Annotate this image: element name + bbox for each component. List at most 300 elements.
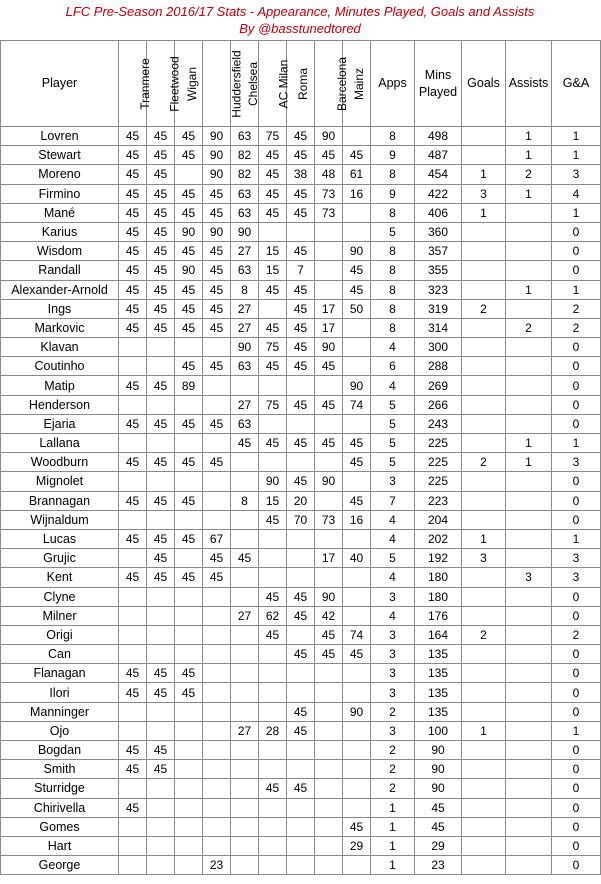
cell-apps: 8: [371, 242, 415, 261]
cell-barcelona: 17: [315, 299, 343, 318]
cell-mainz: 50: [343, 299, 371, 318]
cell-huddersfield: [203, 721, 231, 740]
cell-huddersfield: 45: [203, 299, 231, 318]
cell-chelsea: [231, 702, 259, 721]
cell-mins-played: 487: [415, 146, 462, 165]
cell-tranmere: [119, 702, 147, 721]
cell-roma: 38: [287, 165, 315, 184]
cell-goals: 1: [462, 721, 506, 740]
cell-assists: [506, 549, 552, 568]
cell-chelsea: [231, 741, 259, 760]
cell-mins-played: 90: [415, 760, 462, 779]
cell-fleetwood: [147, 798, 175, 817]
cell-goals: [462, 434, 506, 453]
cell-tranmere: [119, 606, 147, 625]
cell-fleetwood: 45: [147, 414, 175, 433]
cell-mainz: [343, 318, 371, 337]
cell-assists: [506, 203, 552, 222]
cell-fleetwood: [147, 779, 175, 798]
cell-roma: 45: [287, 299, 315, 318]
cell-barcelona: 90: [315, 338, 343, 357]
cell-ga: 0: [552, 836, 601, 855]
cell-huddersfield: 45: [203, 357, 231, 376]
cell-ga: 1: [552, 280, 601, 299]
cell-roma: 70: [287, 510, 315, 529]
cell-roma: 45: [287, 242, 315, 261]
cell-mainz: [343, 741, 371, 760]
cell-assists: [506, 645, 552, 664]
cell-ga: 0: [552, 683, 601, 702]
cell-fleetwood: 45: [147, 280, 175, 299]
cell-wigan: [175, 856, 203, 875]
cell-fleetwood: [147, 472, 175, 491]
cell-mainz: 74: [343, 625, 371, 644]
cell-mainz: 90: [343, 242, 371, 261]
cell-chelsea: [231, 817, 259, 836]
cell-mainz: 45: [343, 453, 371, 472]
cell-tranmere: 45: [119, 261, 147, 280]
cell-ga: 0: [552, 587, 601, 606]
cell-ga: 0: [552, 261, 601, 280]
cell-ac-milan: 15: [259, 261, 287, 280]
cell-chelsea: [231, 510, 259, 529]
table-row: [1, 529, 601, 548]
table-row: [1, 798, 601, 817]
cell-apps: 5: [371, 453, 415, 472]
cell-tranmere: 45: [119, 184, 147, 203]
cell-ac-milan: [259, 299, 287, 318]
cell-ac-milan: 45: [259, 625, 287, 644]
cell-mins-played: 319: [415, 299, 462, 318]
cell-ac-milan: [259, 836, 287, 855]
cell-fleetwood: 45: [147, 261, 175, 280]
cell-mins-played: 225: [415, 434, 462, 453]
cell-fleetwood: 45: [147, 299, 175, 318]
cell-tranmere: [119, 856, 147, 875]
cell-goals: [462, 702, 506, 721]
cell-apps: 4: [371, 338, 415, 357]
cell-barcelona: 45: [315, 434, 343, 453]
cell-wigan: [175, 395, 203, 414]
cell-ga: 0: [552, 414, 601, 433]
cell-chelsea: [231, 836, 259, 855]
cell-assists: [506, 779, 552, 798]
table-row: [1, 146, 601, 165]
cell-mainz: 16: [343, 510, 371, 529]
cell-barcelona: 73: [315, 203, 343, 222]
column-header-goals: Goals: [462, 41, 506, 127]
cell-wigan: [175, 338, 203, 357]
cell-assists: [506, 606, 552, 625]
cell-roma: 45: [287, 184, 315, 203]
cell-apps: 2: [371, 779, 415, 798]
cell-chelsea: [231, 664, 259, 683]
cell-tranmere: 45: [119, 222, 147, 241]
cell-roma: 45: [287, 587, 315, 606]
cell-player: Randall: [1, 261, 119, 280]
cell-mins-played: 135: [415, 683, 462, 702]
cell-player: Bogdan: [1, 741, 119, 760]
cell-fleetwood: 45: [147, 165, 175, 184]
cell-ga: 0: [552, 242, 601, 261]
cell-tranmere: [119, 645, 147, 664]
cell-roma: 45: [287, 434, 315, 453]
table-row: [1, 606, 601, 625]
cell-mainz: [343, 357, 371, 376]
cell-roma: [287, 222, 315, 241]
cell-ac-milan: [259, 453, 287, 472]
cell-assists: [506, 817, 552, 836]
cell-chelsea: [231, 568, 259, 587]
cell-mins-played: 90: [415, 779, 462, 798]
cell-mainz: [343, 529, 371, 548]
cell-wigan: 45: [175, 280, 203, 299]
cell-ga: 0: [552, 395, 601, 414]
cell-wigan: 45: [175, 127, 203, 146]
cell-assists: [506, 625, 552, 644]
cell-chelsea: 63: [231, 414, 259, 433]
cell-ga: 0: [552, 222, 601, 241]
cell-barcelona: [315, 741, 343, 760]
cell-roma: 45: [287, 146, 315, 165]
cell-mins-played: 45: [415, 798, 462, 817]
cell-tranmere: [119, 357, 147, 376]
cell-mins-played: 90: [415, 741, 462, 760]
cell-chelsea: 27: [231, 242, 259, 261]
cell-mainz: [343, 721, 371, 740]
cell-mins-played: 225: [415, 453, 462, 472]
cell-assists: [506, 760, 552, 779]
cell-assists: [506, 702, 552, 721]
cell-goals: 2: [462, 625, 506, 644]
cell-roma: 45: [287, 606, 315, 625]
cell-chelsea: 90: [231, 338, 259, 357]
cell-ga: 0: [552, 645, 601, 664]
table-row: [1, 299, 601, 318]
cell-tranmere: [119, 338, 147, 357]
cell-player: Manninger: [1, 702, 119, 721]
cell-huddersfield: [203, 645, 231, 664]
cell-tranmere: 45: [119, 760, 147, 779]
cell-mins-played: 422: [415, 184, 462, 203]
cell-player: Firmino: [1, 184, 119, 203]
cell-huddersfield: 90: [203, 127, 231, 146]
cell-assists: [506, 856, 552, 875]
cell-roma: [287, 568, 315, 587]
column-header-tranmere: Tranmere: [119, 41, 147, 127]
cell-fleetwood: [147, 434, 175, 453]
cell-mins-played: 176: [415, 606, 462, 625]
cell-goals: [462, 261, 506, 280]
cell-ga: 0: [552, 741, 601, 760]
cell-goals: 2: [462, 299, 506, 318]
cell-mins-played: 498: [415, 127, 462, 146]
cell-roma: 45: [287, 318, 315, 337]
cell-fleetwood: 45: [147, 529, 175, 548]
cell-roma: 45: [287, 127, 315, 146]
cell-player: Mané: [1, 203, 119, 222]
cell-barcelona: 73: [315, 184, 343, 203]
cell-roma: [287, 453, 315, 472]
cell-apps: 3: [371, 721, 415, 740]
cell-player: Alexander-Arnold: [1, 280, 119, 299]
table-row: [1, 472, 601, 491]
cell-roma: 45: [287, 702, 315, 721]
cell-ga: 0: [552, 472, 601, 491]
cell-player: Lucas: [1, 529, 119, 548]
cell-fleetwood: [147, 587, 175, 606]
cell-ga: 2: [552, 318, 601, 337]
cell-roma: 45: [287, 203, 315, 222]
cell-mainz: [343, 760, 371, 779]
cell-roma: 45: [287, 779, 315, 798]
table-row: [1, 683, 601, 702]
cell-wigan: [175, 165, 203, 184]
cell-goals: [462, 146, 506, 165]
cell-ac-milan: [259, 683, 287, 702]
cell-mainz: 45: [343, 491, 371, 510]
table-row: [1, 817, 601, 836]
cell-ac-milan: 15: [259, 242, 287, 261]
cell-apps: 8: [371, 318, 415, 337]
column-header-chelsea: Chelsea: [231, 41, 259, 127]
cell-apps: 3: [371, 683, 415, 702]
cell-player: Ejaria: [1, 414, 119, 433]
cell-assists: 2: [506, 165, 552, 184]
cell-ac-milan: 62: [259, 606, 287, 625]
cell-chelsea: 27: [231, 299, 259, 318]
cell-wigan: 45: [175, 664, 203, 683]
cell-goals: [462, 836, 506, 855]
cell-wigan: 90: [175, 222, 203, 241]
cell-ga: 0: [552, 510, 601, 529]
cell-fleetwood: 45: [147, 318, 175, 337]
cell-mainz: 74: [343, 395, 371, 414]
table-row: [1, 779, 601, 798]
cell-goals: [462, 664, 506, 683]
cell-mins-played: 357: [415, 242, 462, 261]
cell-chelsea: 27: [231, 606, 259, 625]
cell-chelsea: 82: [231, 146, 259, 165]
cell-assists: [506, 798, 552, 817]
cell-wigan: 90: [175, 261, 203, 280]
cell-mins-played: 360: [415, 222, 462, 241]
cell-apps: 5: [371, 395, 415, 414]
cell-mainz: 45: [343, 817, 371, 836]
cell-barcelona: [315, 222, 343, 241]
cell-chelsea: [231, 856, 259, 875]
cell-assists: 3: [506, 568, 552, 587]
table-row: [1, 741, 601, 760]
cell-fleetwood: [147, 338, 175, 357]
cell-ac-milan: 75: [259, 338, 287, 357]
table-row: [1, 414, 601, 433]
cell-goals: 3: [462, 549, 506, 568]
cell-player: Ings: [1, 299, 119, 318]
cell-wigan: 45: [175, 299, 203, 318]
cell-roma: [287, 856, 315, 875]
cell-wigan: 45: [175, 357, 203, 376]
cell-apps: 2: [371, 741, 415, 760]
cell-mins-played: 202: [415, 529, 462, 548]
cell-goals: [462, 760, 506, 779]
cell-ga: 0: [552, 338, 601, 357]
cell-huddersfield: [203, 798, 231, 817]
cell-mins-played: 243: [415, 414, 462, 433]
cell-mins-played: 135: [415, 645, 462, 664]
cell-chelsea: [231, 587, 259, 606]
cell-barcelona: [315, 568, 343, 587]
cell-tranmere: [119, 836, 147, 855]
cell-player: Brannagan: [1, 491, 119, 510]
cell-barcelona: 73: [315, 510, 343, 529]
cell-mins-played: 323: [415, 280, 462, 299]
cell-mainz: [343, 203, 371, 222]
cell-chelsea: 45: [231, 549, 259, 568]
cell-barcelona: 45: [315, 645, 343, 664]
cell-barcelona: 90: [315, 587, 343, 606]
cell-ga: 0: [552, 606, 601, 625]
table-row: [1, 856, 601, 875]
cell-wigan: [175, 645, 203, 664]
cell-apps: 4: [371, 376, 415, 395]
table-row: [1, 510, 601, 529]
cell-goals: [462, 280, 506, 299]
table-row: [1, 261, 601, 280]
cell-fleetwood: [147, 357, 175, 376]
cell-mainz: 90: [343, 376, 371, 395]
cell-ga: 0: [552, 491, 601, 510]
cell-goals: [462, 395, 506, 414]
cell-huddersfield: 45: [203, 318, 231, 337]
cell-apps: 4: [371, 606, 415, 625]
cell-ac-milan: [259, 760, 287, 779]
cell-mainz: [343, 222, 371, 241]
cell-tranmere: 45: [119, 414, 147, 433]
cell-assists: [506, 664, 552, 683]
cell-fleetwood: 45: [147, 683, 175, 702]
cell-wigan: 45: [175, 184, 203, 203]
cell-goals: [462, 338, 506, 357]
cell-apps: 4: [371, 510, 415, 529]
cell-fleetwood: 45: [147, 760, 175, 779]
cell-huddersfield: 45: [203, 261, 231, 280]
cell-chelsea: 63: [231, 184, 259, 203]
cell-apps: 9: [371, 146, 415, 165]
cell-ac-milan: [259, 376, 287, 395]
cell-assists: [506, 242, 552, 261]
cell-fleetwood: 45: [147, 376, 175, 395]
column-header-wigan: Wigan: [175, 41, 203, 127]
column-header-apps: Apps: [371, 41, 415, 127]
cell-tranmere: [119, 434, 147, 453]
cell-barcelona: [315, 529, 343, 548]
cell-wigan: [175, 434, 203, 453]
cell-goals: [462, 568, 506, 587]
cell-ac-milan: 45: [259, 434, 287, 453]
table-row: [1, 625, 601, 644]
cell-barcelona: 45: [315, 625, 343, 644]
cell-tranmere: [119, 395, 147, 414]
cell-chelsea: [231, 625, 259, 644]
cell-barcelona: [315, 779, 343, 798]
cell-roma: [287, 836, 315, 855]
cell-ac-milan: 45: [259, 357, 287, 376]
cell-goals: [462, 741, 506, 760]
cell-apps: 1: [371, 836, 415, 855]
header-row: [1, 41, 601, 127]
cell-goals: [462, 683, 506, 702]
cell-roma: [287, 625, 315, 644]
cell-fleetwood: 45: [147, 491, 175, 510]
cell-apps: 3: [371, 587, 415, 606]
cell-barcelona: 90: [315, 472, 343, 491]
cell-roma: [287, 414, 315, 433]
cell-huddersfield: 90: [203, 146, 231, 165]
cell-roma: [287, 529, 315, 548]
cell-apps: 2: [371, 702, 415, 721]
cell-apps: 5: [371, 414, 415, 433]
cell-goals: [462, 798, 506, 817]
cell-barcelona: [315, 280, 343, 299]
cell-huddersfield: [203, 510, 231, 529]
cell-huddersfield: [203, 683, 231, 702]
cell-barcelona: 17: [315, 549, 343, 568]
cell-wigan: [175, 587, 203, 606]
cell-ga: 1: [552, 434, 601, 453]
table-row: [1, 184, 601, 203]
cell-ac-milan: [259, 645, 287, 664]
title-block: [0, 0, 600, 40]
cell-barcelona: [315, 721, 343, 740]
cell-chelsea: 45: [231, 434, 259, 453]
cell-goals: 1: [462, 203, 506, 222]
cell-chelsea: 63: [231, 357, 259, 376]
column-header-assists: Assists: [506, 41, 552, 127]
cell-ac-milan: 75: [259, 395, 287, 414]
cell-fleetwood: [147, 625, 175, 644]
cell-goals: [462, 587, 506, 606]
cell-apps: 1: [371, 798, 415, 817]
cell-mainz: 45: [343, 434, 371, 453]
cell-barcelona: [315, 261, 343, 280]
cell-wigan: 45: [175, 318, 203, 337]
column-header-barcelona: Barcelona: [315, 41, 343, 127]
cell-assists: 1: [506, 184, 552, 203]
cell-tranmere: 45: [119, 299, 147, 318]
cell-wigan: [175, 741, 203, 760]
cell-mainz: [343, 338, 371, 357]
cell-ga: 1: [552, 721, 601, 740]
cell-mins-played: 192: [415, 549, 462, 568]
table-body: [1, 127, 601, 875]
cell-apps: 3: [371, 472, 415, 491]
cell-tranmere: [119, 510, 147, 529]
cell-goals: [462, 242, 506, 261]
cell-ac-milan: [259, 222, 287, 241]
cell-fleetwood: [147, 836, 175, 855]
cell-tranmere: 45: [119, 529, 147, 548]
cell-goals: [462, 222, 506, 241]
cell-tranmere: 45: [119, 491, 147, 510]
cell-fleetwood: [147, 856, 175, 875]
table-row: [1, 721, 601, 740]
table-row: [1, 242, 601, 261]
cell-chelsea: 8: [231, 491, 259, 510]
cell-ac-milan: [259, 568, 287, 587]
cell-tranmere: 45: [119, 453, 147, 472]
cell-goals: [462, 856, 506, 875]
